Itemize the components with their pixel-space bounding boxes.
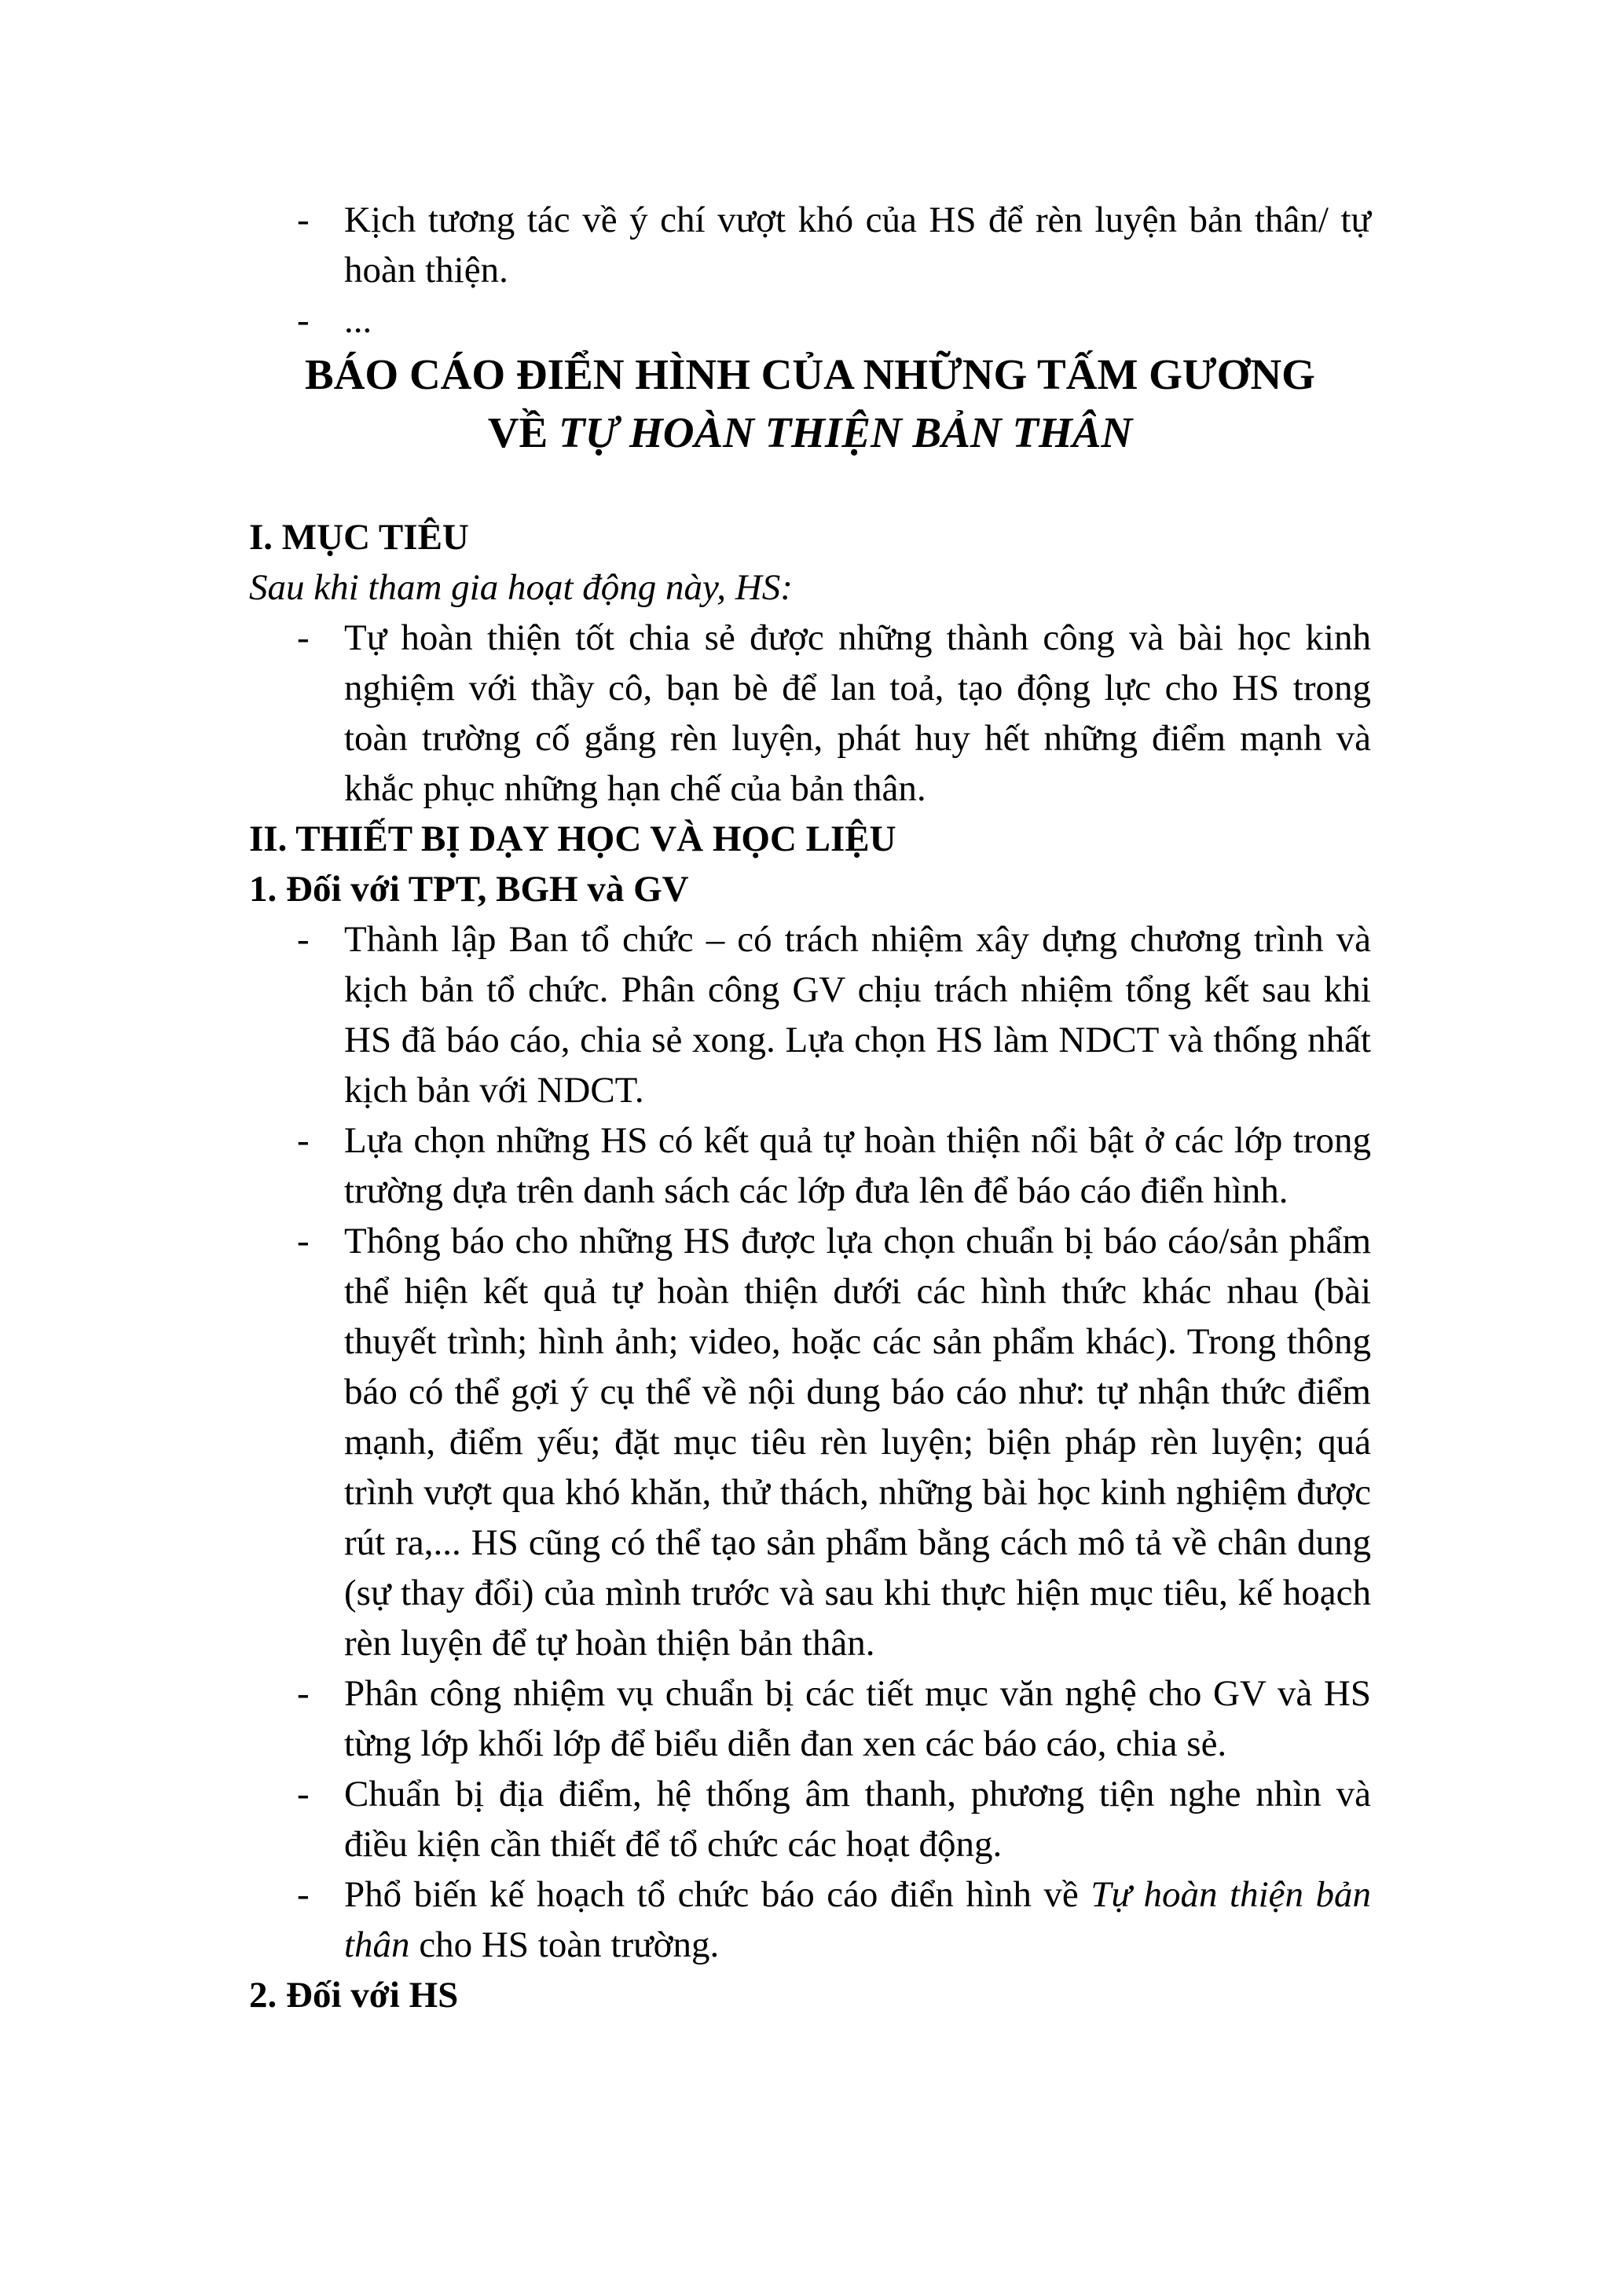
- subsection-1-heading: 1. Đối với TPT, BGH và GV: [249, 869, 689, 910]
- list-item-text: Phân công nhiệm vụ chuẩn bị các tiết mục văn nghệ cho GV và HS từng lớp khối lớp để biểu diễn đan xen các báo cáo, chia sẻ.: [344, 1673, 1371, 1764]
- bullet-marker: -: [297, 1221, 310, 1262]
- bullet-marker: -: [297, 1774, 310, 1814]
- list-item-text: Phổ biến kế hoạch tổ chức báo cáo điển hình về: [344, 1874, 1091, 1915]
- list-item-text: Lựa chọn những HS có kết quả tự hoàn thiện nổi bật ở các lớp trong trường dựa trên danh sách các lớp đưa lên để báo cáo điển hình.: [344, 1120, 1371, 1211]
- subsection-2-heading: 2. Đối với HS: [249, 1975, 459, 2016]
- bullet-marker: -: [297, 1120, 310, 1161]
- report-title-emphasis: TỰ HOÀN THIỆN BẢN THÂN: [558, 408, 1133, 456]
- list-item: [249, 1115, 1371, 1216]
- list-item-text-italic: Tự hoàn thiện bản thân: [344, 1874, 1371, 1965]
- bullet-marker: -: [297, 200, 310, 240]
- list-item-text: Thành lập Ban tổ chức – có trách nhiệm xây dựng chương trình và kịch bản tổ chức. Phân công GV chịu trách nhiệm tổng kết sau khi HS đã báo cáo, chia sẻ xong. Lựa chọn HS làm NDCT và thống nhất kịch bản với NDCT.: [344, 919, 1371, 1111]
- list-item-text: cho HS toàn trường.: [409, 1924, 720, 1965]
- list-item-text: Thông báo cho những HS được lựa chọn chuẩn bị báo cáo/sản phẩm thể hiện kết quả tự hoàn thiện dưới các hình thức khác nhau (bài thuyết trình; hình ảnh; video, hoặc các sản phẩm khác). Trong thông báo có thể gợi ý cụ thể về nội dung báo cáo như: tự nhận thức điểm mạnh, điểm yếu; đặt mục tiêu rèn luyện; biện pháp rèn luyện; quá trình vượt qua khó khăn, thử thách, những bài học kinh nghiệm được rút ra,... HS cũng có thể tạo sản phẩm bằng cách mô tả về chân dung (sự thay đổi) của mình trước và sau khi thực hiện mục tiêu, kế hoạch rèn luyện để tự hoàn thiện bản thân.: [344, 1221, 1371, 1664]
- list-item-text: Tự hoàn thiện tốt chia sẻ được những thành công và bài học kinh nghiệm với thầy cô, bạn bè để lan toả, tạo động lực cho HS trong toàn trường cố gắng rèn luyện, phát huy hết những điểm mạnh và khắc phục những hạn chế của bản thân.: [344, 617, 1371, 809]
- bullet-marker: -: [297, 300, 310, 341]
- report-title-prefix: VỀ: [487, 408, 559, 456]
- list-item-text: Kịch tương tác về ý chí vượt khó của HS để rèn luyện bản thân/ tự hoàn thiện.: [344, 200, 1371, 291]
- bullet-marker: -: [297, 617, 310, 658]
- list-item: [249, 1216, 1371, 1668]
- section-1-lead: Sau khi tham gia hoạt động này, HS:: [249, 567, 793, 608]
- list-item: [249, 914, 1371, 1115]
- list-item-text: Chuẩn bị địa điểm, hệ thống âm thanh, phương tiện nghe nhìn và điều kiện cần thiết để tổ chức các hoạt động.: [344, 1774, 1371, 1865]
- bullet-marker: -: [297, 919, 310, 960]
- list-item: [249, 1869, 1371, 1970]
- section-2-heading: II. THIẾT BỊ DẠY HỌC VÀ HỌC LIỆU: [249, 818, 896, 859]
- list-item: [249, 1668, 1371, 1769]
- section-1-heading: I. MỤC TIÊU: [249, 517, 469, 558]
- bullet-marker: -: [297, 1874, 310, 1915]
- list-item: [249, 295, 1371, 346]
- title-section-gap: [249, 462, 1371, 512]
- report-title-line-2: [249, 404, 1371, 462]
- list-item-text: ...: [344, 300, 372, 341]
- list-item: [249, 1769, 1371, 1869]
- list-item: [249, 195, 1371, 295]
- bullet-marker: -: [297, 1673, 310, 1714]
- list-item: [249, 613, 1371, 814]
- report-title-line-1: BÁO CÁO ĐIỂN HÌNH CỦA NHỮNG TẤM GƯƠNG: [305, 350, 1315, 398]
